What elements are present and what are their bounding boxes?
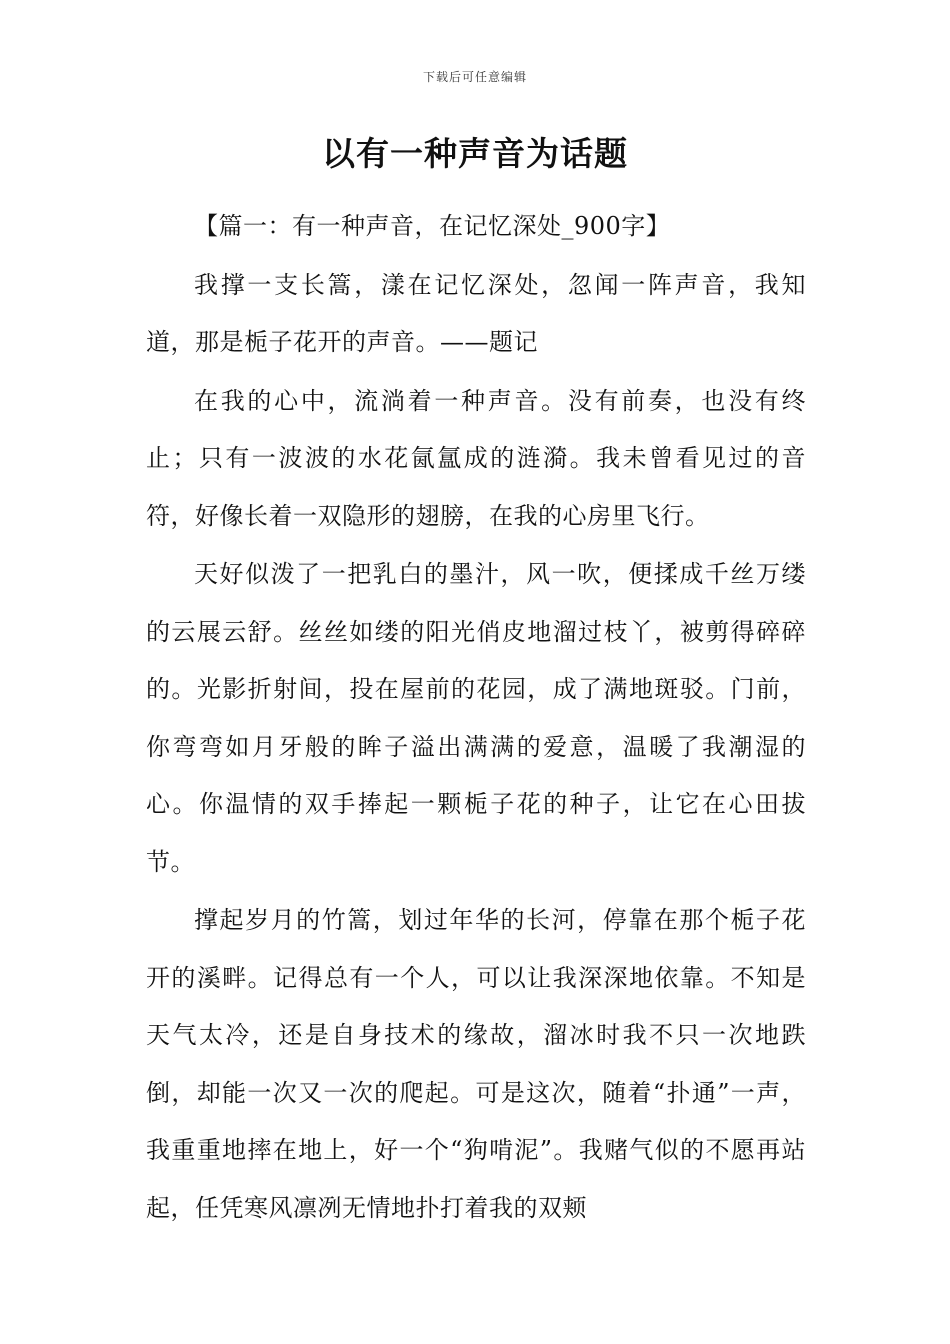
paragraph: 天好似泼了一把乳白的墨汁，风一吹，便揉成千丝万缕的云展云舒。丝丝如缕的阳光俏皮地溜过枝丫，被剪得碎碎的。光影折射间，投在屋前的花园，成了满地斑驳。门前，你弯弯如月牙般的眸子溢出满满的爱意，温暖了我潮湿的心。你温情的双手捧起一颗栀子花的种子，让它在心田拔节。 — [146, 560, 806, 876]
page-title: 以有一种声音为话题 — [322, 134, 628, 173]
paragraph: 在我的心中，流淌着一种声音。没有前奏，也没有终止；只有一波波的水花氤氲成的涟漪。我未曾看见过的音符，好像长着一双隐形的翅膀，在我的心房里飞行。 — [146, 386, 806, 530]
paragraph: 我撑一支长篙，漾在记忆深处，忽闻一阵声音，我知道，那是栀子花开的声音。——题记 — [146, 270, 806, 356]
paragraph: 撑起岁月的竹篙，划过年华的长河，停靠在那个栀子花开的溪畔。记得总有一个人，可以让我深深地依靠。不知是天气太冷，还是自身技术的缘故，溜冰时我不只一次地跌倒，却能一次又一次的爬起。可是这次，随着“扑通”一声，我重重地摔在地上，好一个“狗啃泥”。我赌气似的不愿再站起，任凭寒风凛冽无情地扑打着我的双颊 — [146, 906, 806, 1222]
header-note: 下载后可任意编辑 — [422, 70, 527, 84]
body-text — [146, 198, 806, 1238]
section-heading: 【篇一：有一种声音，在记忆深处_900字】 — [194, 212, 671, 240]
